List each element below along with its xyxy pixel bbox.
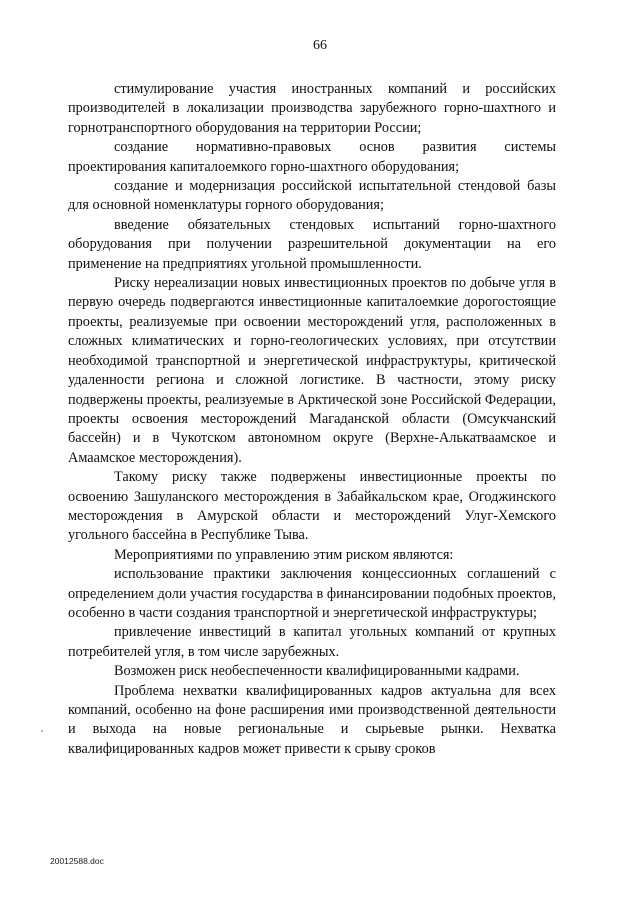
paragraph: создание и модернизация российской испытательной стендовой базы для основной номенклатуры горного оборудования; — [68, 178, 556, 214]
paragraph: Возможен риск необеспеченности квалифицированными кадрами. — [114, 663, 520, 680]
document-body — [68, 80, 556, 759]
paragraph: создание нормативно-правовых основ развития системы проектирования капиталоемкого горно-шахтного оборудования; — [68, 139, 556, 175]
paragraph: Проблема нехватки квалифицированных кадров актуальна для всех компаний, особенно на фоне расширения ими производственной деятельности и выхода на новые региональные и сырьевые рынки. Нехватка квалифицированных кадров может привести к срыву сроков — [68, 682, 556, 757]
paragraph: стимулирование участия иностранных компаний и российских производителей в локализации производства зарубежного горно-шахтного и горнотранспортного оборудования на территории России; — [68, 81, 556, 136]
paragraph: Риску нереализации новых инвестиционных проектов по добыче угля в первую очередь подвергаются инвестиционные капиталоемкие дорогостоящие проекты, реализуемые при освоении месторождений угля, расположенных в сложных климатических и горно-геологических условиях, при отсутствии необходимой транспортной и энергетической инфраструктуры, критической удаленности региона и сложной логистике. В частности, этому риску подвержены проекты, реализуемые в Арктической зоне Российской Федерации, проекты освоения месторождений Магаданской области (Омсукчанский бассейн) и в Чукотском автономном округе (Верхне-Алькатваамское и Амаамское месторождения). — [68, 275, 556, 466]
scan-speck — [41, 730, 43, 732]
footer-filename: 20012588.doc — [50, 856, 104, 866]
page-number: 66 — [313, 38, 327, 53]
paragraph: Мероприятиями по управлению этим риском являются: — [114, 546, 454, 563]
paragraph: использование практики заключения концессионных соглашений с определением доли участия государства в финансировании подобных проектов, особенно в части создания транспортной и энергетической инфраструктуры; — [68, 566, 556, 621]
paragraph: введение обязательных стендовых испытаний горно-шахтного оборудования при получении разрешительной документации на его применение на предприятиях угольной промышленности. — [68, 216, 556, 272]
paragraph: привлечение инвестиций в капитал угольных компаний от крупных потребителей угля, в том числе зарубежных. — [68, 624, 556, 660]
paragraph: Такому риску также подвержены инвестиционные проекты по освоению Зашуланского месторождения в Забайкальском крае, Огоджинского месторождения в Амурской области и месторождений Улуг-Хемского угольного бассейна в Республике Тыва. — [68, 469, 556, 544]
